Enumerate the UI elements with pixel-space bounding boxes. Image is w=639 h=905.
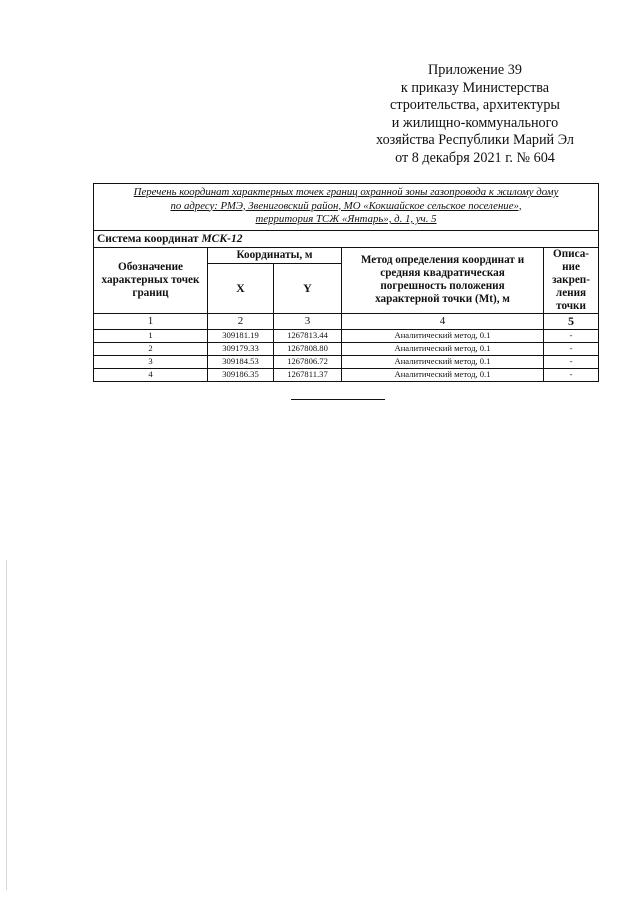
cell-y: 1267813.44	[274, 329, 342, 342]
cell-x: 309181.19	[208, 329, 274, 342]
header-line: к приказу Министерства	[400, 79, 550, 96]
cell-method: Аналитический метод, 0.1	[342, 368, 544, 381]
table-row	[94, 368, 599, 381]
cell-x: 309186.35	[208, 368, 274, 381]
coordinates-table	[93, 183, 599, 382]
column-numbers-row	[94, 313, 599, 329]
table-row	[94, 355, 599, 368]
cell-description: -	[544, 355, 599, 368]
cell-description: -	[544, 342, 599, 355]
cell-method: Аналитический метод, 0.1	[342, 355, 544, 368]
end-divider-line	[291, 399, 385, 400]
table-title-line: территория ТСЖ «Янтарь», д. 1, уч. 5	[255, 213, 437, 225]
column-number: 1	[94, 313, 208, 329]
cell-point: 4	[94, 368, 208, 381]
cell-y: 1267806.72	[274, 355, 342, 368]
header-point: Обозначение характерных точек границ	[94, 247, 208, 313]
header-description: Описа-ние закреп-ления точки	[544, 247, 599, 313]
header-coordinates: Координаты, м	[208, 247, 342, 264]
header-line: и жилищно-коммунального	[391, 114, 559, 131]
cell-y: 1267811.37	[274, 368, 342, 381]
column-number: 5	[544, 313, 599, 329]
coordinate-system-value: МСК-12	[201, 232, 243, 245]
header-line: хозяйства Республики Марий Эл	[376, 132, 574, 148]
header-line: от 8 декабря 2021 г. № 604	[395, 149, 555, 166]
column-number: 2	[208, 313, 274, 329]
cell-method: Аналитический метод, 0.1	[342, 342, 544, 355]
cell-description: -	[544, 329, 599, 342]
appendix-header	[360, 62, 590, 167]
cell-x: 309179.33	[208, 342, 274, 355]
table-row	[94, 329, 599, 342]
header-line: строительства, архитектуры	[390, 97, 560, 113]
table-title-line: по адресу: РМЭ, Звениговский район, МО «Кокшайское сельское поселение»,	[170, 199, 522, 212]
scan-edge-line	[6, 560, 7, 890]
cell-method: Аналитический метод, 0.1	[342, 329, 544, 342]
table-title-line: Перечень координат характерных точек границ охранной зоны газопровода к жилому дому	[133, 186, 559, 198]
cell-y: 1267808.80	[274, 342, 342, 355]
cell-point: 1	[94, 329, 208, 342]
cell-description: -	[544, 368, 599, 381]
cell-point: 3	[94, 355, 208, 368]
cell-x: 309184.53	[208, 355, 274, 368]
coordinate-system-label: Система координат	[97, 232, 199, 245]
header-y: Y	[274, 264, 342, 314]
header-line: Приложение 39	[428, 62, 522, 78]
header-x: X	[208, 264, 274, 314]
table-title	[94, 184, 599, 231]
table-row	[94, 342, 599, 355]
column-number: 4	[342, 313, 544, 329]
coordinate-system-row	[94, 230, 599, 247]
column-number: 3	[274, 313, 342, 329]
cell-point: 2	[94, 342, 208, 355]
header-method: Метод определения координат и средняя квадратическая погрешность положения характерной точки (Mt), м	[342, 247, 544, 313]
